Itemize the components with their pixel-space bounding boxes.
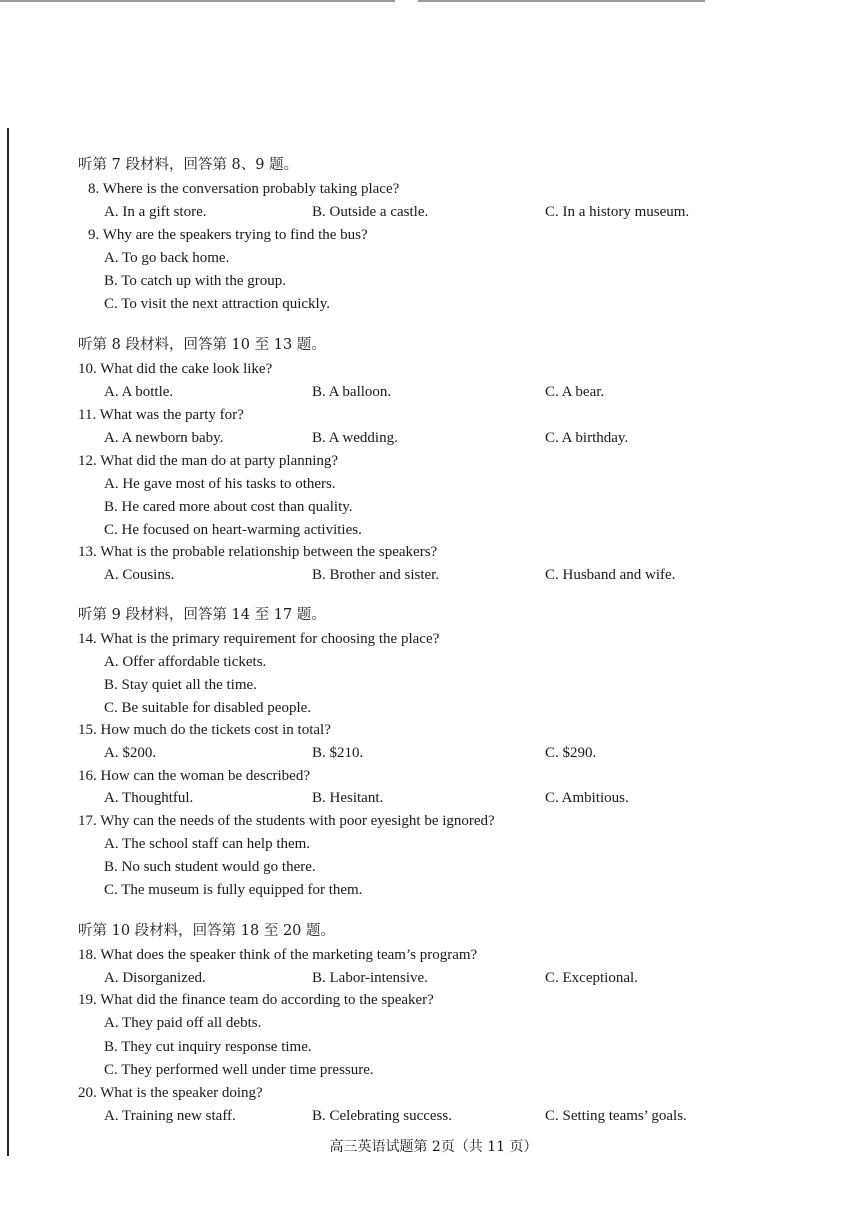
option-c: C. $290. xyxy=(545,745,597,761)
option-b: B. Stay quiet all the time. xyxy=(104,677,257,693)
section-heading: 听第 8 段材料，回答第 10 至 13 题。 xyxy=(78,337,326,353)
option-b: B. Celebrating success. xyxy=(312,1108,452,1124)
option-a: A. A newborn baby. xyxy=(104,430,224,446)
option-b: B. Labor-intensive. xyxy=(312,970,428,986)
page-footer: 高三英语试题第 2页（共 11 页） xyxy=(329,1139,538,1155)
option-b: B. $210. xyxy=(312,745,364,761)
question-text: 18. What does the speaker think of the marketing team’s program? xyxy=(78,947,478,963)
question-text: 20. What is the speaker doing? xyxy=(78,1085,263,1101)
option-a: A. He gave most of his tasks to others. xyxy=(104,476,336,492)
option-b: B. No such student would go there. xyxy=(104,859,316,875)
option-c: C. The museum is fully equipped for them. xyxy=(104,882,363,898)
question-text: 12. What did the man do at party planning? xyxy=(78,453,339,469)
question-text: 17. Why can the needs of the students with poor eyesight be ignored? xyxy=(78,813,495,829)
option-c: C. Ambitious. xyxy=(545,790,629,806)
question-text: 13. What is the probable relationship between the speakers? xyxy=(78,544,438,560)
option-a: A. Thoughtful. xyxy=(104,790,194,806)
option-c: C. Be suitable for disabled people. xyxy=(104,700,312,716)
option-c: C. A birthday. xyxy=(545,430,629,446)
margin-rule xyxy=(7,128,9,1156)
question-text: 16. How can the woman be described? xyxy=(78,768,311,784)
option-a: A. $200. xyxy=(104,745,157,761)
option-c: C. Husband and wife. xyxy=(545,567,676,583)
section-heading: 听第 9 段材料，回答第 14 至 17 题。 xyxy=(78,607,326,623)
option-a: A. They paid off all debts. xyxy=(104,1015,262,1031)
option-b: B. Outside a castle. xyxy=(312,204,429,220)
option-a: A. A bottle. xyxy=(104,384,174,400)
option-b: B. They cut inquiry response time. xyxy=(104,1039,312,1055)
option-b: B. Brother and sister. xyxy=(312,567,440,583)
option-a: A. Training new staff. xyxy=(104,1108,236,1124)
option-c: C. They performed well under time pressure. xyxy=(104,1062,374,1078)
option-c: C. He focused on heart-warming activities. xyxy=(104,522,362,538)
option-a: A. Offer affordable tickets. xyxy=(104,654,267,670)
option-a: A. Cousins. xyxy=(104,567,175,583)
option-a: A. To go back home. xyxy=(104,250,230,266)
question-text: 9. Why are the speakers trying to find the bus? xyxy=(88,227,368,243)
option-c: C. To visit the next attraction quickly. xyxy=(104,296,330,312)
option-c: C. In a history museum. xyxy=(545,204,690,220)
question-text: 8. Where is the conversation probably taking place? xyxy=(88,181,400,197)
question-text: 10. What did the cake look like? xyxy=(78,361,273,377)
option-a: A. The school staff can help them. xyxy=(104,836,311,852)
option-a: A. In a gift store. xyxy=(104,204,207,220)
question-text: 15. How much do the tickets cost in total? xyxy=(78,722,331,738)
option-b: B. A wedding. xyxy=(312,430,398,446)
section-heading: 听第 10 段材料，回答第 18 至 20 题。 xyxy=(78,923,336,939)
question-text: 19. What did the finance team do according to the speaker? xyxy=(78,992,434,1008)
option-c: C. A bear. xyxy=(545,384,605,400)
section-heading: 听第 7 段材料，回答第 8、9 题。 xyxy=(78,157,299,173)
option-c: C. Setting teams’ goals. xyxy=(545,1108,687,1124)
option-a: A. Disorganized. xyxy=(104,970,206,986)
scan-edge xyxy=(0,0,867,2)
option-b: B. He cared more about cost than quality. xyxy=(104,499,353,515)
option-b: B. To catch up with the group. xyxy=(104,273,286,289)
question-text: 14. What is the primary requirement for choosing the place? xyxy=(78,631,440,647)
question-text: 11. What was the party for? xyxy=(78,407,244,423)
option-b: B. A balloon. xyxy=(312,384,392,400)
option-b: B. Hesitant. xyxy=(312,790,384,806)
option-c: C. Exceptional. xyxy=(545,970,638,986)
